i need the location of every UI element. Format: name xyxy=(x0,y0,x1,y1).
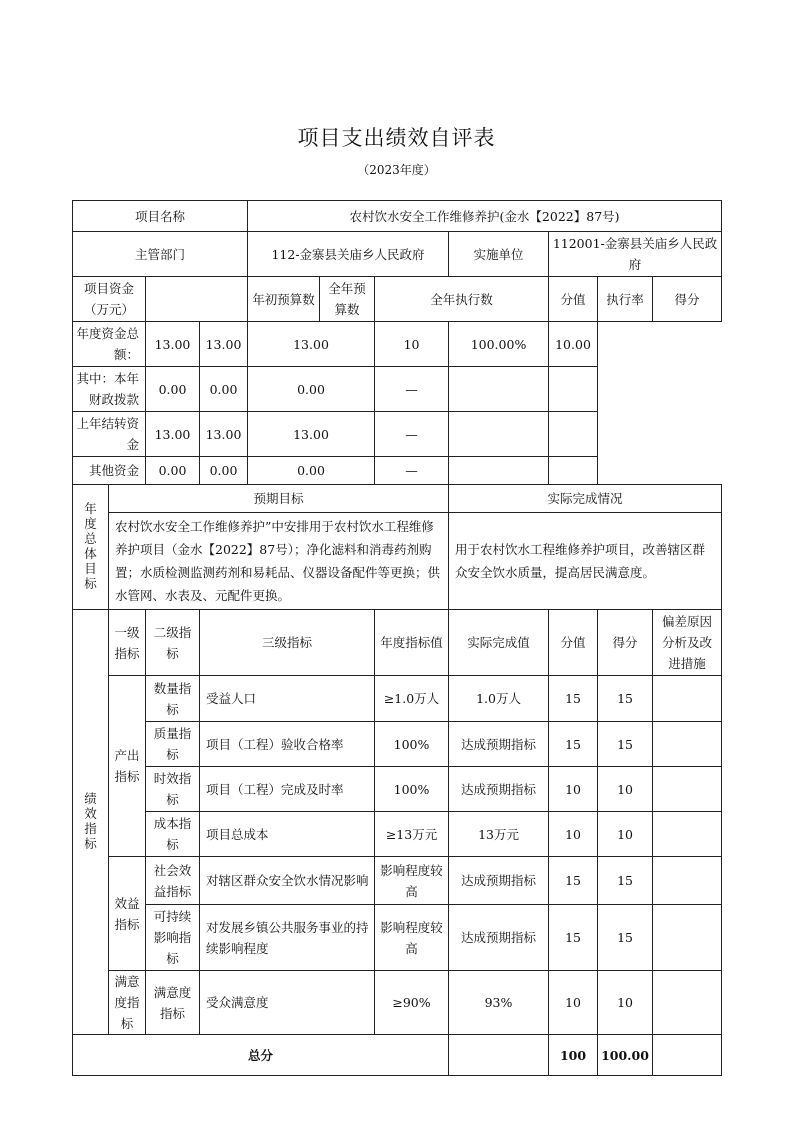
project-name-label: 项目名称 xyxy=(73,201,248,232)
header-remark: 偏差原因分析及改进措施 xyxy=(653,610,722,676)
indicator-group-label: 产出指标 xyxy=(109,676,146,857)
funds-rate xyxy=(449,412,549,457)
indicator-remark xyxy=(653,676,722,722)
total-score: 100.00 xyxy=(598,1035,653,1076)
header-actual: 实际完成值 xyxy=(449,610,549,676)
indicator-row xyxy=(73,857,722,905)
funds-header-budget-year: 全年预算数 xyxy=(320,277,375,322)
header-score: 得分 xyxy=(598,610,653,676)
indicator-score: 10 xyxy=(598,767,653,812)
funds-score-value: — xyxy=(375,412,449,457)
unit-label: 实施单位 xyxy=(449,232,549,277)
indicator-row xyxy=(73,905,722,971)
indicator-level2: 数量指标 xyxy=(146,676,200,722)
indicator-row xyxy=(73,812,722,857)
indicator-group-label: 效益指标 xyxy=(109,857,146,971)
indicator-target: 影响程度较高 xyxy=(375,905,449,971)
funds-unit-text: （万元） xyxy=(83,302,134,317)
indicator-score-value: 15 xyxy=(549,905,598,971)
funds-row xyxy=(73,412,722,457)
evaluation-table xyxy=(72,200,722,1076)
funds-row-label: 上年结转资金 xyxy=(73,412,146,457)
indicator-actual: 13万元 xyxy=(449,812,549,857)
indicator-level3: 对辖区群众安全饮水情况影响 xyxy=(200,857,375,905)
total-score-value: 100 xyxy=(549,1035,598,1076)
indicator-level3: 项目总成本 xyxy=(200,812,375,857)
funds-executed: 0.00 xyxy=(248,367,375,412)
goals-label-text: 年度总体目标 xyxy=(84,500,97,591)
funds-row xyxy=(73,322,722,367)
header-target: 年度指标值 xyxy=(375,610,449,676)
indicator-score: 10 xyxy=(598,812,653,857)
indicator-score-value: 10 xyxy=(549,971,598,1035)
indicator-score-value: 15 xyxy=(549,857,598,905)
funds-header-blank xyxy=(146,277,248,322)
funds-header-score-value: 分值 xyxy=(549,277,598,322)
indicator-header-row xyxy=(73,610,722,676)
indicator-remark xyxy=(653,812,722,857)
indicator-target: 100% xyxy=(375,767,449,812)
indicator-target: ≥1.0万人 xyxy=(375,676,449,722)
funds-score-value: 10 xyxy=(375,322,449,367)
dept-label: 主管部门 xyxy=(73,232,248,277)
total-blank xyxy=(449,1035,549,1076)
indicator-remark xyxy=(653,971,722,1035)
funds-score-value: — xyxy=(375,457,449,485)
funds-score xyxy=(549,457,598,485)
goals-header-row xyxy=(73,485,722,513)
indicator-target: 影响程度较高 xyxy=(375,857,449,905)
indicator-score: 15 xyxy=(598,676,653,722)
project-name-value: 农村饮水安全工作维修养护(金水【2022】87号) xyxy=(248,201,722,232)
goals-label xyxy=(73,485,109,610)
indicator-score-value: 10 xyxy=(549,812,598,857)
goals-expected-text: 农村饮水安全工作维修养护”中安排用于农村饮水工程维修养护项目（金水【2022】87号）；净化滤料和消毒药剂购置；水质检测监测药剂和易耗品、仪器设备配件等更换；供水管网、水表及、元配件更换。 xyxy=(109,513,449,610)
funds-executed: 0.00 xyxy=(248,457,375,485)
indicator-remark xyxy=(653,905,722,971)
indicator-score-value: 15 xyxy=(549,722,598,767)
indicator-level3: 项目（工程）完成及时率 xyxy=(200,767,375,812)
indicator-score: 15 xyxy=(598,722,653,767)
indicator-target: 100% xyxy=(375,722,449,767)
funds-rate xyxy=(449,367,549,412)
indicator-level3: 对发展乡镇公共服务事业的持续影响程度 xyxy=(200,905,375,971)
funds-score xyxy=(549,412,598,457)
goals-actual-text: 用于农村饮水工程维修养护项目，改善辖区群众安全饮水质量，提高居民满意度。 xyxy=(449,513,722,610)
total-label: 总分 xyxy=(73,1035,449,1076)
indicator-level3: 受益人口 xyxy=(200,676,375,722)
funds-executed: 13.00 xyxy=(248,322,375,367)
indicator-row xyxy=(73,767,722,812)
page-title: 项目支出绩效自评表 xyxy=(297,126,496,150)
indicator-score-value: 10 xyxy=(549,767,598,812)
funds-score xyxy=(549,367,598,412)
funds-score: 10.00 xyxy=(549,322,598,367)
funds-header-row xyxy=(73,277,722,322)
indicator-level3: 受众满意度 xyxy=(200,971,375,1035)
indicator-score: 15 xyxy=(598,905,653,971)
project-name-row xyxy=(73,201,722,232)
indicator-remark xyxy=(653,857,722,905)
indicator-score-value: 15 xyxy=(549,676,598,722)
funds-budget-year: 0.00 xyxy=(200,457,248,485)
goals-content-row xyxy=(73,513,722,610)
funds-header-rate: 执行率 xyxy=(598,277,653,322)
indicator-actual: 1.0万人 xyxy=(449,676,549,722)
funds-rate xyxy=(449,457,549,485)
indicator-actual: 达成预期指标 xyxy=(449,722,549,767)
funds-label-text: 项目资金 xyxy=(83,281,134,296)
funds-score-value: — xyxy=(375,367,449,412)
indicator-level3: 项目（工程）验收合格率 xyxy=(200,722,375,767)
funds-budget-year: 13.00 xyxy=(200,322,248,367)
funds-budget-start: 13.00 xyxy=(146,322,200,367)
funds-row-label: 其他资金 xyxy=(73,457,146,485)
funds-budget-start: 0.00 xyxy=(146,457,200,485)
indicator-score: 15 xyxy=(598,857,653,905)
indicator-actual: 达成预期指标 xyxy=(449,905,549,971)
header-level1: 一级指标 xyxy=(109,610,146,676)
funds-header-executed: 全年执行数 xyxy=(375,277,549,322)
funds-budget-year: 0.00 xyxy=(200,367,248,412)
funds-label xyxy=(73,277,146,322)
goals-actual-label: 实际完成情况 xyxy=(449,485,722,513)
funds-executed: 13.00 xyxy=(248,412,375,457)
indicator-level2: 满意度指标 xyxy=(146,971,200,1035)
funds-row xyxy=(73,367,722,412)
unit-value: 112001-金寨县关庙乡人民政府 xyxy=(549,232,722,277)
header-level3: 三级指标 xyxy=(200,610,375,676)
department-row xyxy=(73,232,722,277)
funds-rate: 100.00% xyxy=(449,322,549,367)
total-row xyxy=(73,1035,722,1076)
funds-budget-year: 13.00 xyxy=(200,412,248,457)
funds-row-label: 年度资金总额： xyxy=(73,322,146,367)
indicator-target: ≥90% xyxy=(375,971,449,1035)
indicator-score: 10 xyxy=(598,971,653,1035)
funds-budget-start: 0.00 xyxy=(146,367,200,412)
indicator-level2: 质量指标 xyxy=(146,722,200,767)
indicator-row xyxy=(73,722,722,767)
report-year: （2023年度） xyxy=(357,163,436,177)
indicator-group-label: 满意度指标 xyxy=(109,971,146,1035)
indicator-actual: 达成预期指标 xyxy=(449,767,549,812)
indicator-target: ≥13万元 xyxy=(375,812,449,857)
indicator-row xyxy=(73,676,722,722)
indicator-row xyxy=(73,971,722,1035)
total-remark xyxy=(653,1035,722,1076)
indicator-level2: 成本指标 xyxy=(146,812,200,857)
indicator-remark xyxy=(653,722,722,767)
funds-header-budget-start: 年初预算数 xyxy=(248,277,320,322)
indicator-actual: 达成预期指标 xyxy=(449,857,549,905)
indicators-label xyxy=(73,610,109,1035)
dept-value: 112-金寨县关庙乡人民政府 xyxy=(248,232,449,277)
indicators-label-text: 绩效指标 xyxy=(84,790,97,851)
funds-row-label: 其中：本年财政拨款 xyxy=(73,367,146,412)
indicator-remark xyxy=(653,767,722,812)
indicator-actual: 93% xyxy=(449,971,549,1035)
funds-header-score: 得分 xyxy=(653,277,722,322)
header-level2: 二级指标 xyxy=(146,610,200,676)
indicator-level2: 时效指标 xyxy=(146,767,200,812)
indicator-level2: 社会效益指标 xyxy=(146,857,200,905)
funds-budget-start: 13.00 xyxy=(146,412,200,457)
indicator-level2: 可持续影响指标 xyxy=(146,905,200,971)
goals-expected-label: 预期目标 xyxy=(109,485,449,513)
header-score-value: 分值 xyxy=(549,610,598,676)
funds-row xyxy=(73,457,722,485)
